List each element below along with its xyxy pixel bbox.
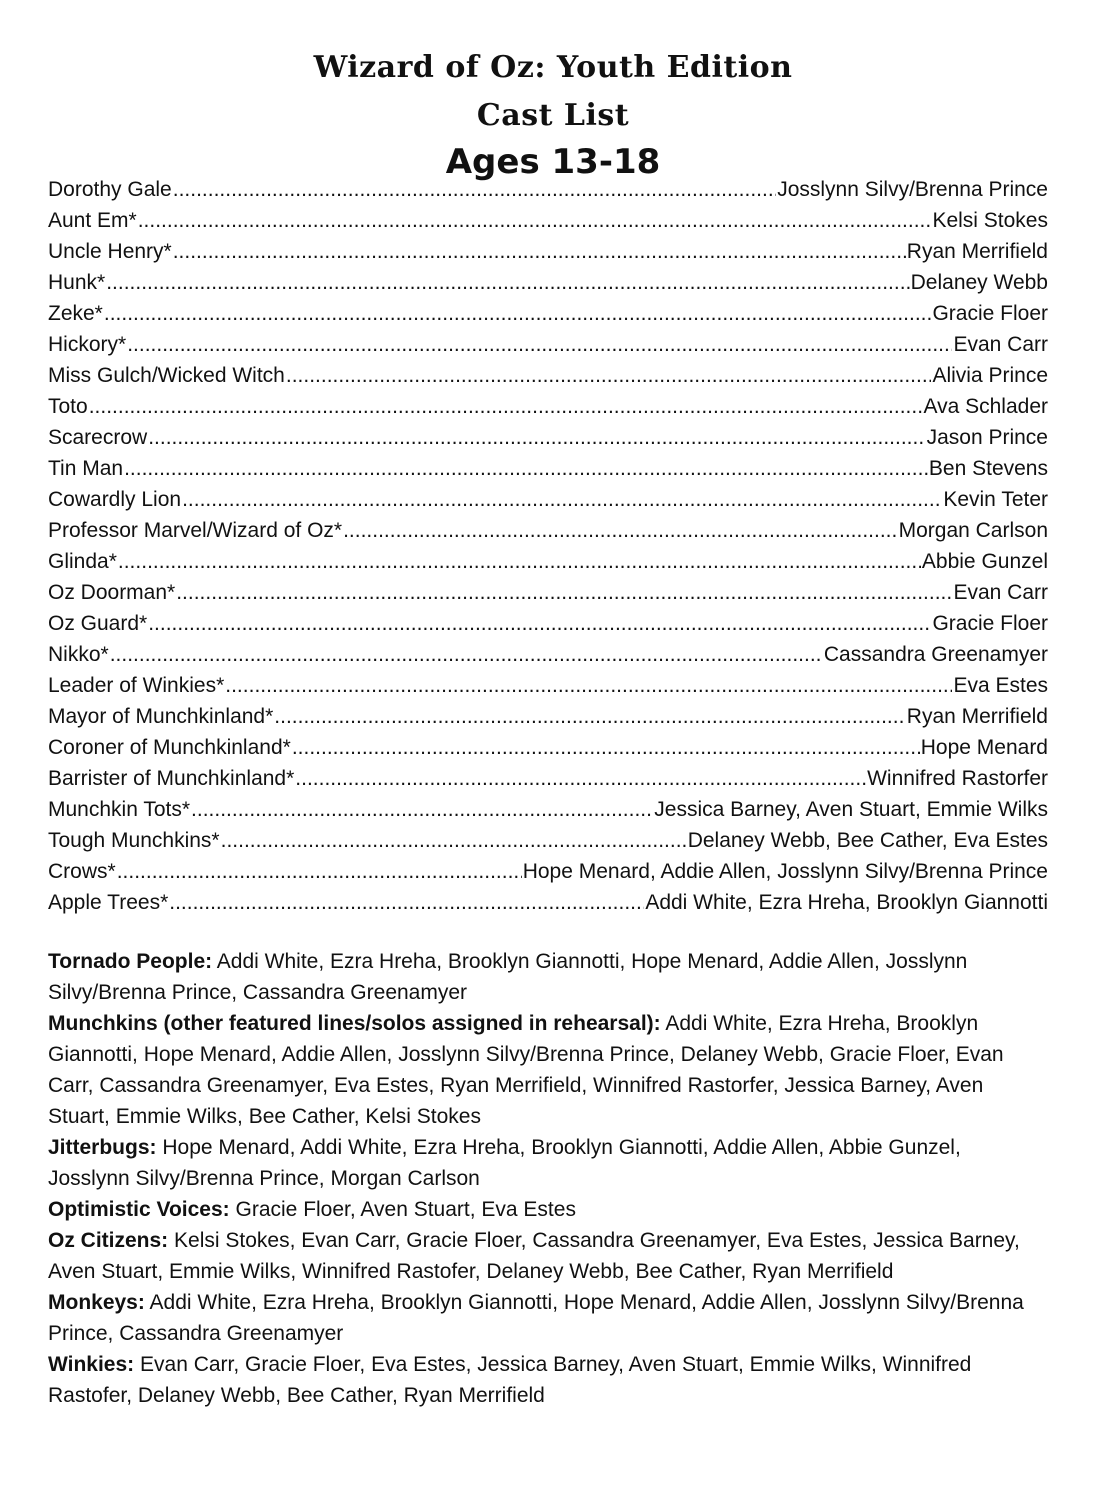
role-name: Scarecrow [48, 426, 148, 449]
role-row [48, 639, 1048, 670]
ensemble-group [48, 1194, 1048, 1225]
role-name: Toto [48, 395, 88, 418]
ensemble-members: Addi White, Ezra Hreha, Brooklyn Giannotti, Hope Menard, Addie Allen, Josslynn Silvy/Brenna Prince, Delaney Webb, Gracie Floer, Evan Carr, Cassandra Greenamyer, Eva Estes, Ryan Merrifield, Winnifred Rastorfer, Jessica Barney, Aven Stuart, Emmie Wilks, Bee Cather, Kelsi Stokes [48, 1012, 1004, 1128]
dot-leader [138, 205, 932, 236]
ensemble-group [48, 1008, 1048, 1132]
role-row [48, 422, 1048, 453]
dot-leader [343, 515, 898, 546]
actor-name: Ben Stevens [928, 457, 1048, 480]
actor-name: Evan Carr [953, 581, 1048, 604]
dot-leader [124, 453, 928, 484]
ensemble-label: Oz Citizens: [48, 1229, 169, 1252]
role-name: Miss Gulch/Wicked Witch [48, 364, 285, 387]
actor-name: Abbie Gunzel [921, 550, 1048, 573]
ensemble-label: Monkeys: [48, 1291, 145, 1314]
actor-name: Winnifred Rastorfer [867, 767, 1048, 790]
role-row [48, 484, 1048, 515]
actor-name: Morgan Carlson [898, 519, 1048, 542]
actor-name: Jason Prince [926, 426, 1048, 449]
ensemble-group [48, 1349, 1048, 1411]
actor-name: Ryan Merrifield [906, 240, 1048, 263]
role-name: Glinda* [48, 550, 117, 573]
dot-leader [118, 546, 921, 577]
actor-name: Alivia Prince [932, 364, 1048, 387]
ensemble-list [48, 946, 1048, 1411]
dot-leader [127, 329, 952, 360]
dot-leader [176, 577, 952, 608]
ensemble-label: Winkies: [48, 1353, 135, 1376]
role-name: Tough Munchkins* [48, 829, 220, 852]
page-subtitle: Cast List [476, 98, 630, 133]
ensemble-label: Tornado People: [48, 950, 213, 973]
ensemble-group [48, 1132, 1048, 1194]
actor-name: Ava Schlader [923, 395, 1048, 418]
role-row [48, 794, 1048, 825]
role-list [48, 174, 1048, 918]
role-name: Tin Man [48, 457, 124, 480]
role-name: Crows* [48, 860, 116, 883]
role-row [48, 298, 1048, 329]
actor-name: Evan Carr [953, 333, 1048, 356]
dot-leader [148, 608, 931, 639]
dot-leader [106, 267, 909, 298]
role-row [48, 391, 1048, 422]
role-name: Nikko* [48, 643, 109, 666]
actor-name: Josslynn Silvy/Brenna Prince [777, 178, 1048, 201]
dot-leader [225, 670, 952, 701]
role-row [48, 360, 1048, 391]
dot-leader [221, 825, 687, 856]
role-name: Coroner of Munchkinland* [48, 736, 291, 759]
actor-name: Delaney Webb, Bee Cather, Eva Estes [687, 829, 1048, 852]
dot-leader [104, 298, 932, 329]
role-row [48, 174, 1048, 205]
ensemble-members: Addi White, Ezra Hreha, Brooklyn Giannotti, Hope Menard, Addie Allen, Josslynn Silvy/Brenna Prince, Cassandra Greenamyer [48, 950, 968, 1004]
actor-name: Kelsi Stokes [932, 209, 1048, 232]
role-row [48, 236, 1048, 267]
dot-leader [286, 360, 932, 391]
actor-name: Ryan Merrifield [906, 705, 1048, 728]
ensemble-members: Hope Menard, Addi White, Ezra Hreha, Brooklyn Giannotti, Addie Allen, Abbie Gunzel, Josslynn Silvy/Brenna Prince, Morgan Carlson [48, 1136, 961, 1190]
ensemble-label: Munchkins (other featured lines/solos assigned in rehearsal): [48, 1012, 661, 1035]
role-name: Leader of Winkies* [48, 674, 225, 697]
role-row [48, 670, 1048, 701]
actor-name: Kevin Teter [943, 488, 1048, 511]
age-range: Ages 13-18 [445, 142, 661, 182]
role-name: Mayor of Munchkinland* [48, 705, 274, 728]
role-row [48, 856, 1048, 887]
role-name: Oz Guard* [48, 612, 148, 635]
actor-name: Addi White, Ezra Hreha, Brooklyn Giannotti [645, 891, 1048, 914]
role-row [48, 577, 1048, 608]
role-name: Oz Doorman* [48, 581, 176, 604]
role-row [48, 453, 1048, 484]
role-name: Aunt Em* [48, 209, 137, 232]
actor-name: Gracie Floer [932, 302, 1048, 325]
actor-name: Eva Estes [953, 674, 1048, 697]
actor-name: Hope Menard [920, 736, 1048, 759]
role-name: Hickory* [48, 333, 127, 356]
role-name: Dorothy Gale [48, 178, 172, 201]
dot-leader [182, 484, 942, 515]
role-name: Hunk* [48, 271, 106, 294]
dot-leader [169, 887, 644, 918]
ensemble-label: Jitterbugs: [48, 1136, 157, 1159]
role-row [48, 887, 1048, 918]
ensemble-group [48, 946, 1048, 1008]
ensemble-label: Optimistic Voices: [48, 1198, 230, 1221]
ensemble-group [48, 1287, 1048, 1349]
ensemble-group [48, 1225, 1048, 1287]
page-title: Wizard of Oz: Youth Edition [313, 50, 793, 85]
actor-name: Gracie Floer [932, 612, 1048, 635]
dot-leader [117, 856, 522, 887]
role-row [48, 329, 1048, 360]
actor-name: Cassandra Greenamyer [823, 643, 1048, 666]
dot-leader [292, 732, 920, 763]
role-name: Apple Trees* [48, 891, 169, 914]
role-row [48, 608, 1048, 639]
role-row [48, 205, 1048, 236]
role-name: Cowardly Lion [48, 488, 182, 511]
role-name: Uncle Henry* [48, 240, 172, 263]
dot-leader [148, 422, 925, 453]
role-row [48, 701, 1048, 732]
role-name: Professor Marvel/Wizard of Oz* [48, 519, 343, 542]
role-row [48, 732, 1048, 763]
role-name: Zeke* [48, 302, 103, 325]
dot-leader [173, 174, 776, 205]
dot-leader [110, 639, 823, 670]
actor-name: Hope Menard, Addie Allen, Josslynn Silvy/Brenna Prince [522, 860, 1048, 883]
dot-leader [89, 391, 923, 422]
role-row [48, 546, 1048, 577]
role-row [48, 763, 1048, 794]
actor-name: Jessica Barney, Aven Stuart, Emmie Wilks [654, 798, 1048, 821]
role-row [48, 515, 1048, 546]
ensemble-members: Kelsi Stokes, Evan Carr, Gracie Floer, Cassandra Greenamyer, Eva Estes, Jessica Barney, Aven Stuart, Emmie Wilks, Winnifred Rastofer, Delaney Webb, Bee Cather, Ryan Merrifield [48, 1229, 1020, 1283]
role-name: Barrister of Munchkinland* [48, 767, 295, 790]
dot-leader [295, 763, 866, 794]
role-row [48, 267, 1048, 298]
role-row [48, 825, 1048, 856]
actor-name: Delaney Webb [910, 271, 1048, 294]
dot-leader [191, 794, 653, 825]
ensemble-members: Addi White, Ezra Hreha, Brooklyn Giannotti, Hope Menard, Addie Allen, Josslynn Silvy/Brenna Prince, Cassandra Greenamyer [48, 1291, 1024, 1345]
dot-leader [274, 701, 906, 732]
role-name: Munchkin Tots* [48, 798, 191, 821]
ensemble-members: Gracie Floer, Aven Stuart, Eva Estes [229, 1198, 576, 1221]
ensemble-members: Evan Carr, Gracie Floer, Eva Estes, Jessica Barney, Aven Stuart, Emmie Wilks, Winnifred Rastofer, Delaney Webb, Bee Cather, Ryan Merrifield [48, 1353, 972, 1407]
dot-leader [173, 236, 906, 267]
